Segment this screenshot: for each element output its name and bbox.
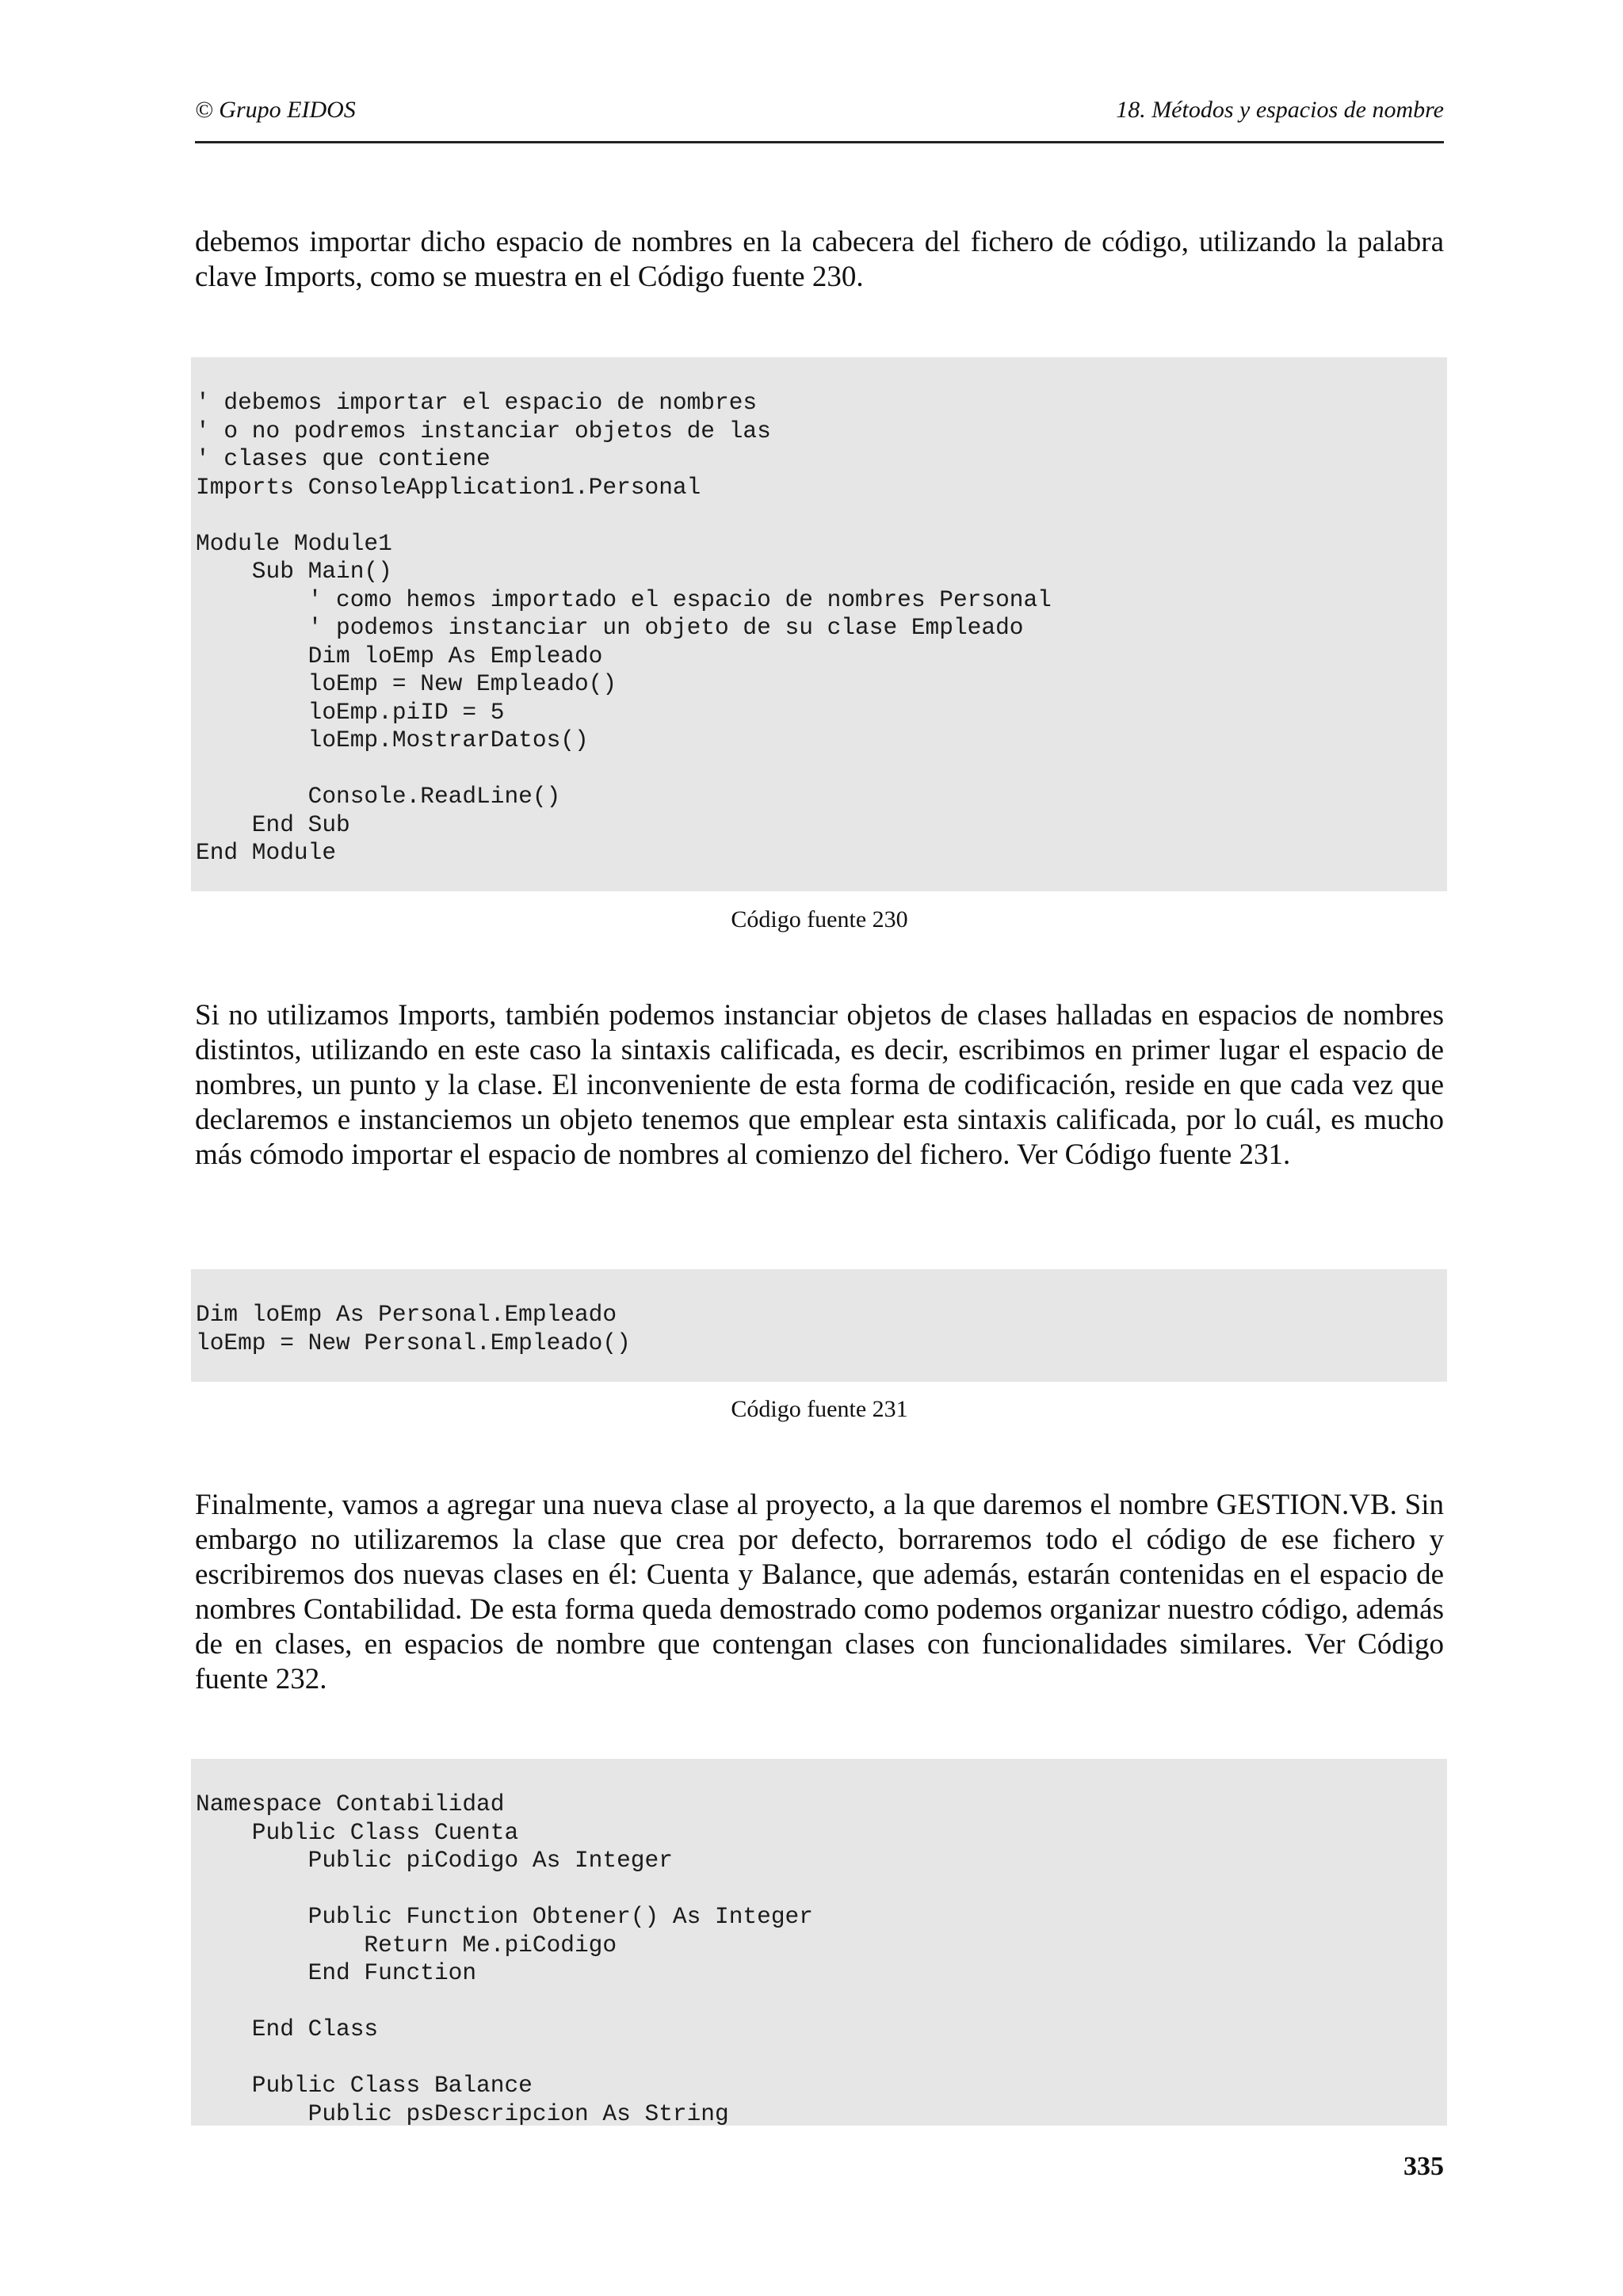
code-line: Public Class Cuenta bbox=[196, 1818, 519, 1846]
code-block-232 bbox=[191, 1759, 1447, 2126]
code-line: loEmp.MostrarDatos() bbox=[196, 727, 589, 753]
code-caption-230: Código fuente 230 bbox=[731, 906, 908, 933]
paragraph-imports-intro: debemos importar dicho espacio de nombres en la cabecera del fichero de código, utilizando la palabra clave Imports, como se muestra en el Código fuente 230. bbox=[195, 226, 1444, 293]
code-block-230 bbox=[191, 357, 1447, 891]
code-line: loEmp.piID = 5 bbox=[196, 698, 505, 726]
code-line: Module Module1 bbox=[196, 529, 392, 557]
code-line: loEmp = New Personal.Empleado() bbox=[196, 1329, 631, 1356]
code-line: Dim loEmp As Empleado bbox=[196, 642, 603, 669]
code-line bbox=[196, 1875, 1447, 1904]
code-line: Return Me.piCodigo bbox=[196, 1931, 617, 1958]
code-line: Imports ConsoleApplication1.Personal bbox=[196, 473, 701, 501]
code-line: Sub Main() bbox=[196, 558, 392, 585]
code-caption-231: Código fuente 231 bbox=[731, 1396, 908, 1422]
code-line bbox=[196, 1988, 1447, 2016]
paragraph-qualified-syntax: Si no utilizamos Imports, también podemos instanciar objetos de clases halladas en espacios de nombres distintos, utilizando en este caso la sintaxis calificada, es decir, escribimos en primer lugar el espacio de nombres, un punto y la clase. El inconveniente de esta forma de codificación, reside en que cada vez que declaremos e instanciemos un objeto tenemos que emplear esta sintaxis calificada, por lo cuál, es mucho más cómodo importar el espacio de nombres al comienzo del fichero. Ver Código fuente 231. bbox=[195, 999, 1444, 1171]
code-line: End Class bbox=[196, 2016, 379, 2042]
code-line: Public piCodigo As Integer bbox=[196, 1847, 673, 1874]
code-line: Namespace Contabilidad bbox=[196, 1791, 505, 1817]
page-header bbox=[195, 93, 1444, 143]
code-line bbox=[196, 755, 1447, 784]
code-line: Public psDescripcion As String bbox=[196, 2100, 729, 2126]
code-block-231 bbox=[191, 1269, 1447, 1382]
header-publisher: © Grupo EIDOS bbox=[195, 97, 356, 123]
code-line: End Module bbox=[196, 839, 337, 866]
code-line bbox=[196, 502, 1447, 530]
page-number: 335 bbox=[1403, 2152, 1444, 2181]
code-line: loEmp = New Empleado() bbox=[196, 670, 617, 697]
code-line: End Function bbox=[196, 1959, 477, 1986]
code-line: ' o no podremos instanciar objetos de las bbox=[196, 417, 771, 444]
code-line: Console.ReadLine() bbox=[196, 783, 561, 810]
code-line bbox=[196, 2044, 1447, 2073]
code-line: Public Function Obtener() As Integer bbox=[196, 1903, 813, 1930]
code-line: Public Class Balance bbox=[196, 2072, 533, 2099]
paragraph-gestion-class: Finalmente, vamos a agregar una nueva clase al proyecto, a la que daremos el nombre GESTION.VB. Sin embargo no utilizaremos la clase que crea por defecto, borraremos todo el código de ese fichero y escribiremos dos nuevas clases en él: Cuenta y Balance, que además, estarán contenidas en el espacio de nombres Contabilidad. De esta forma queda demostrado como podemos organizar nuestro código, además de en clases, en espacios de nombre que contengan clases con funcionalidades similares. Ver Código fuente 232. bbox=[195, 1489, 1444, 1695]
header-chapter-title: 18. Métodos y espacios de nombre bbox=[1116, 97, 1444, 123]
code-line: ' como hemos importado el espacio de nombres Personal bbox=[196, 585, 1052, 613]
code-line: ' clases que contiene bbox=[196, 445, 491, 472]
code-line: Dim loEmp As Personal.Empleado bbox=[196, 1301, 617, 1328]
code-line: ' debemos importar el espacio de nombres bbox=[196, 389, 758, 416]
code-line: End Sub bbox=[196, 810, 350, 838]
code-line: ' podemos instanciar un objeto de su clase Empleado bbox=[196, 614, 1024, 641]
